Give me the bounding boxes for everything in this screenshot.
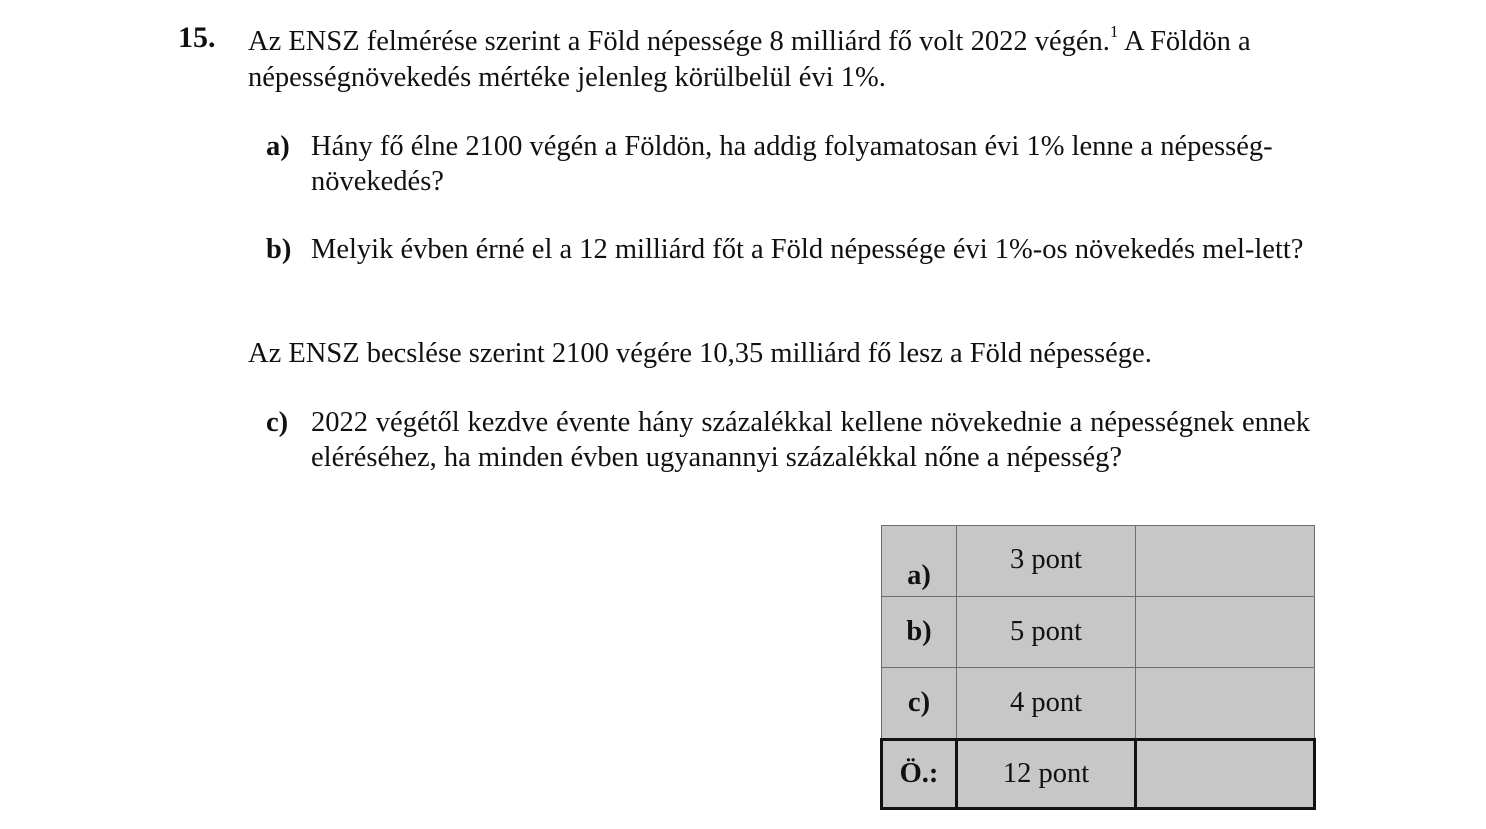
problem-intro — [248, 24, 1310, 96]
problem-number: 15. — [178, 21, 216, 54]
score-row-earned — [1136, 526, 1315, 597]
intro-text-continued: A Földön a népességnövekedés mértéke jelenleg körülbelül évi 1%. — [248, 26, 1251, 93]
score-total-points: 12 pont — [957, 740, 1136, 809]
score-row-total — [882, 740, 1315, 809]
score-row-b — [882, 597, 1315, 668]
question-a-text: Hány fő élne 2100 végén a Földön, ha addig folyamatosan évi 1% lenne a népesség-növekedés? — [311, 131, 1273, 197]
score-row-points: 3 pont — [957, 526, 1136, 597]
score-row-a — [882, 526, 1315, 597]
score-row-label: a) — [882, 526, 957, 597]
footnote-marker: 1 — [1109, 22, 1119, 41]
un-estimate-statement: Az ENSZ becslése szerint 2100 végére 10,35 milliárd fő lesz a Föld népessége. — [248, 338, 1152, 369]
score-row-points: 4 pont — [957, 668, 1136, 740]
score-row-earned — [1136, 668, 1315, 740]
question-b-text: Melyik évben érné el a 12 milliárd főt a Föld népessége évi 1%-os növekedés mel-lett? — [311, 234, 1304, 265]
question-c — [266, 405, 1310, 475]
score-row-points: 5 pont — [957, 597, 1136, 668]
question-c-text: 2022 végétől kezdve évente hány százalékkal kellene növekednie a népességnek ennek eléréséhez, ha minden évben ugyanannyi százalékkal nőne a népesség? — [311, 407, 1310, 473]
question-b-label: b) — [266, 234, 292, 265]
question-a-label: a) — [266, 131, 290, 162]
score-row-label: b) — [882, 597, 957, 668]
score-row-c — [882, 668, 1315, 740]
score-row-earned — [1136, 597, 1315, 668]
score-total-earned — [1136, 740, 1315, 809]
score-row-label: c) — [882, 668, 957, 740]
score-total-label: Ö.: — [882, 740, 957, 809]
question-c-label: c) — [266, 407, 289, 438]
score-table — [880, 525, 1316, 810]
question-a — [266, 129, 1310, 199]
question-b — [266, 232, 1310, 267]
intro-text: Az ENSZ felmérése szerint a Föld népessége 8 milliárd fő volt 2022 végén. — [248, 26, 1110, 57]
